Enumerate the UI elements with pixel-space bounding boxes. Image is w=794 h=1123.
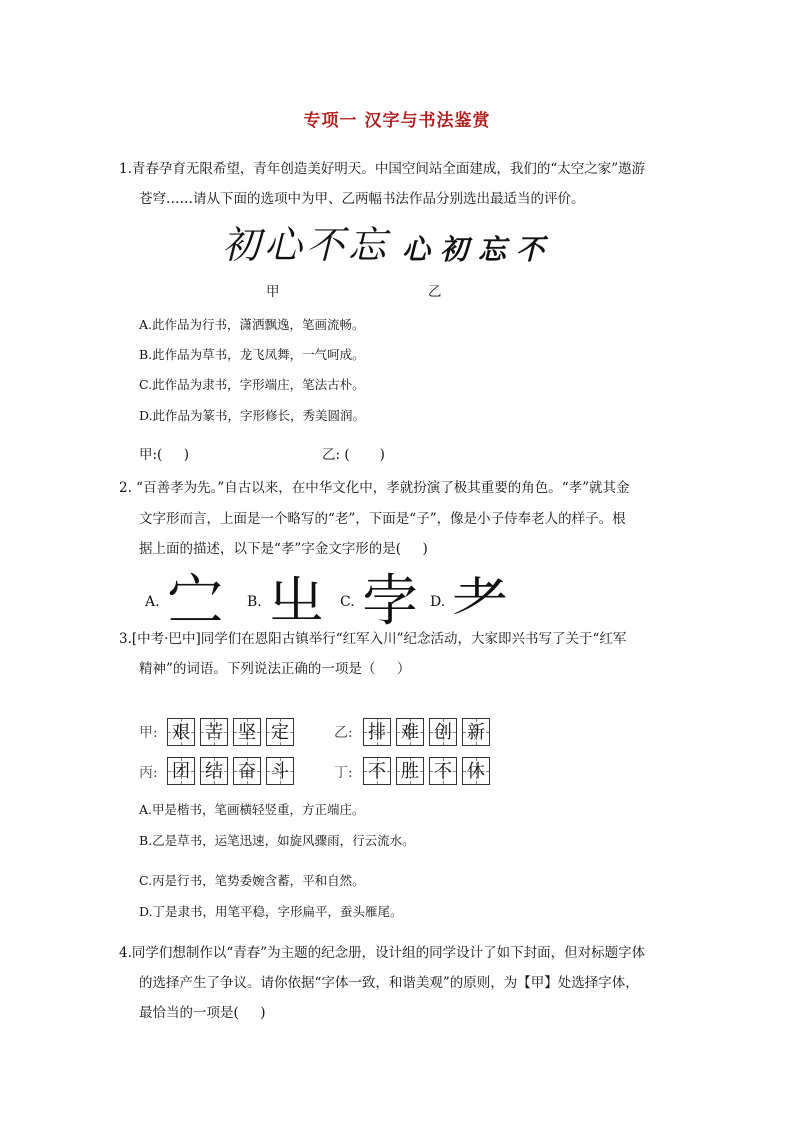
q1-line-1: 1.青春孕育无限希望，青年创造美好明天。中国空间站全面建成，我们的“太空之家”遨游 [119, 161, 646, 177]
q2-line-3: 据上面的描述，以下是“孝”字金文字形的是( ) [139, 541, 428, 557]
q3-cell: 结 [200, 757, 228, 785]
q3-cell: 胜 [396, 757, 424, 785]
q3-option-a: A.甲是楷书，笔画横轻竖重，方正端庄。 [139, 802, 365, 817]
q3-cell: 定 [266, 718, 294, 746]
q1-option-c: C.此作品为隶书，字形端庄，笔法古朴。 [139, 377, 365, 392]
q2-choice-d-letter: D. [430, 594, 446, 610]
q3-cell: 不 [429, 757, 457, 785]
q1-answer-yi: 乙: ( ) [322, 447, 385, 463]
q3-cell: 奋 [233, 757, 261, 785]
q1-option-b: B.此作品为草书，龙飞凤舞，一气呵成。 [139, 347, 365, 362]
q3-cell: 不 [363, 757, 391, 785]
page-title: 专项一 汉字与书法鉴赏 [303, 111, 491, 131]
calligraphy-yi: 心初忘不 [402, 233, 555, 266]
q3-cell: 斗 [266, 757, 294, 785]
q3-option-c: C.丙是行书，笔势委婉含蓄，平和自然。 [139, 873, 365, 888]
q2-choice-c-glyph: 孛 [362, 569, 418, 634]
q1-option-d: D.此作品为篆书，字形修长，秀美圆润。 [139, 408, 366, 423]
q3-cell: 难 [396, 718, 424, 746]
q3-row-jia-label: 甲: [139, 725, 158, 741]
q3-line-1: 3.[中考·巴中]同学们在恩阳古镇举行“红军入川”纪念活动，大家即兴书写了关于“红军 [119, 631, 627, 647]
q3-option-d: D.丁是隶书，用笔平稳，字形扁平，蚕头雁尾。 [139, 904, 403, 919]
q3-option-b: B.乙是草书，运笔迅速，如旋风骤雨，行云流水。 [139, 833, 415, 848]
q4-line-2: 的选择产生了争议。请你依据“字体一致，和谐美观”的原则，为【甲】处选择字体， [139, 975, 639, 991]
label-yi: 乙 [428, 284, 442, 300]
q2-choice-b-letter: B. [247, 594, 262, 610]
q3-cell: 排 [363, 718, 391, 746]
q3-cell: 苦 [200, 718, 228, 746]
q3-cell: 艰 [167, 718, 195, 746]
q3-cell: 新 [462, 718, 490, 746]
q4-line-3: 最恰当的一项是( ) [139, 1005, 266, 1021]
q1-answer-jia: 甲:( ) [139, 447, 190, 463]
q3-cell: 创 [429, 718, 457, 746]
q2-line-2: 文字形而言，上面是一个略写的“老”，下面是“子”，像是小子侍奉老人的样子。根 [139, 511, 626, 527]
q3-row-yi-label: 乙: [334, 725, 353, 741]
label-jia: 甲 [266, 284, 280, 300]
q3-cell: 坚 [233, 718, 261, 746]
q2-choice-a-glyph: 㝉 [167, 569, 223, 634]
q2-choice-d-glyph: 耂 [452, 569, 508, 634]
q2-choice-c-letter: C. [340, 594, 355, 610]
q3-row-bing-label: 丙: [139, 765, 158, 781]
q2-choice-a-letter: A. [145, 594, 160, 610]
q1-option-a: A.此作品为行书，潇洒飘逸，笔画流畅。 [139, 317, 365, 332]
q2-choice-b-glyph: 㞢 [268, 569, 324, 634]
q3-row-ding-label: 丁: [334, 765, 353, 781]
q1-line-2: 苍穹……请从下面的选项中为甲、乙两幅书法作品分别选出最适当的评价。 [139, 191, 585, 207]
calligraphy-jia: 初心不忘 [222, 223, 391, 267]
q3-cell: 团 [167, 757, 195, 785]
q3-cell: 休 [462, 757, 490, 785]
q3-line-2: 精神”的词语。下列说法正确的一项是（ ） [139, 661, 411, 677]
q2-line-1: 2. “百善孝为先。”自古以来，在中华文化中，孝就扮演了极其重要的角色。“孝”就其金 [119, 480, 630, 496]
q4-line-1: 4.同学们想制作以“青春”为主题的纪念册，设计组的同学设计了如下封面，但对标题字体 [119, 945, 646, 961]
